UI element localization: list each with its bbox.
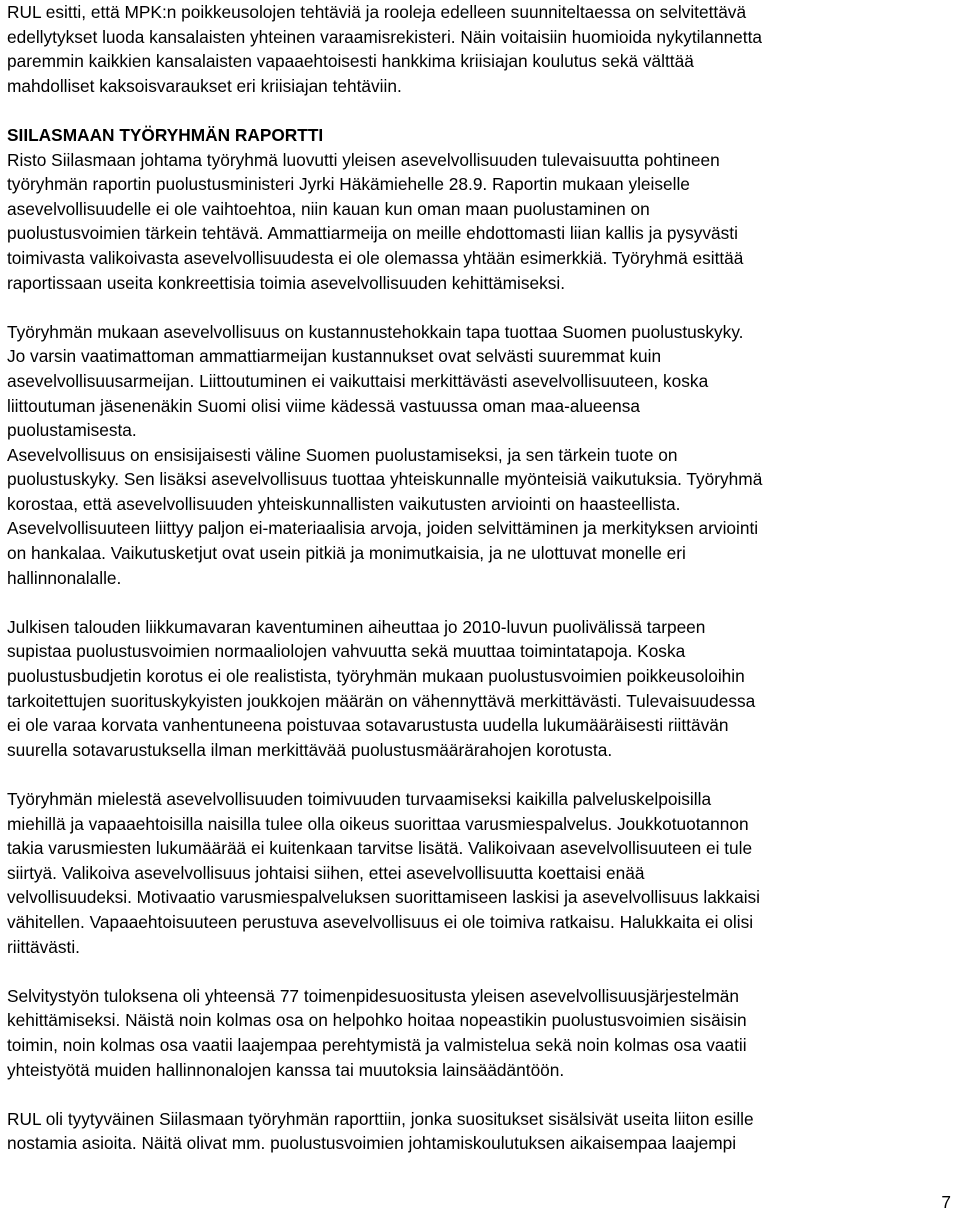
text-line: toimin, noin kolmas osa vaatii laajempaa perehtymistä ja valmistelua sekä noin kolmas osa vaatii	[7, 1034, 747, 1055]
text-line: suurella sotavarustuksella ilman merkittävää puolustusmäärärahojen korotusta.	[7, 739, 613, 760]
page-number: 7	[941, 1192, 951, 1212]
text-line: tarkoitettujen suorituskykyisten joukkojen määrän on vähennyttävä merkittävästi. Tulevaisuudessa	[7, 690, 756, 711]
text-line: riittävästi.	[7, 936, 80, 957]
paragraph-gap	[7, 762, 952, 787]
text-line: Risto Siilasmaan johtama työryhmä luovutti yleisen asevelvollisuuden tulevaisuutta pohtineen	[7, 149, 720, 170]
text-line: puolustusbudjetin korotus ei ole realistista, työryhmän mukaan puolustusvoimien poikkeusoloihin	[7, 666, 745, 687]
paragraph-gap	[7, 295, 952, 320]
text-line: vähitellen. Vapaaehtoisuuteen perustuva asevelvollisuus ei ole toimiva ratkaisu. Halukkaita ei olisi	[7, 911, 754, 932]
text-line: RUL oli tyytyväinen Siilasmaan työryhmän raporttiin, jonka suositukset sisälsivät useita liiton esille	[7, 1108, 754, 1129]
text-line: nostamia asioita. Näitä olivat mm. puolustusvoimien johtamiskoulutuksen aikaisempaa laajempi	[7, 1133, 737, 1154]
text-line: hallinnonalalle.	[7, 567, 122, 588]
text-line: Jo varsin vaatimattoman ammattiarmeijan kustannukset ovat selvästi suuremmat kuin	[7, 346, 662, 367]
paragraph-2	[7, 320, 952, 591]
text-line: on hankalaa. Vaikutusketjut ovat usein pitkiä ja monimutkaisia, ja ne ulottuvat monelle eri	[7, 543, 686, 564]
text-line: puolustamisesta.	[7, 420, 137, 441]
text-line: korostaa, että asevelvollisuuden yhteiskunnallisten vaikutusten arviointi on haasteellista.	[7, 493, 681, 514]
text-line: Työryhmän mukaan asevelvollisuus on kustannustehokkain tapa tuottaa Suomen puolustuskyky.	[7, 321, 744, 342]
text-line: yhteistyötä muiden hallinnonalojen kanssa tai muutoksia lainsäädäntöön.	[7, 1059, 565, 1080]
text-line: työryhmän raportin puolustusministeri Jyrki Häkämiehelle 28.9. Raportin mukaan yleiselle	[7, 174, 690, 195]
text-line: raportissaan useita konkreettisia toimia asevelvollisuuden kehittämiseksi.	[7, 272, 566, 293]
text-line: siirtyä. Valikoiva asevelvollisuus johtaisi siihen, ettei asevelvollisuutta koettaisi enää	[7, 862, 645, 883]
paragraph-5	[7, 984, 952, 1082]
paragraph-gap	[7, 590, 952, 615]
paragraph-gap	[7, 1082, 952, 1107]
text-line: Työryhmän mielestä asevelvollisuuden toimivuuden turvaamiseksi kaikilla palveluskelpoisilla	[7, 789, 712, 809]
text-line: liittoutuman jäsenenäkin Suomi olisi viime kädessä vastuussa oman maa-alueensa	[7, 395, 641, 416]
text-line: asevelvollisuusarmeijan. Liittoutuminen ei vaikuttaisi merkittävästi asevelvollisuuteen, koska	[7, 370, 709, 391]
text-line: Selvitystyön tuloksena oli yhteensä 77 toimenpidesuositusta yleisen asevelvollisuusjärjestelmän	[7, 985, 739, 1006]
paragraph-4	[7, 787, 952, 959]
text-line: supistaa puolustusvoimien normaaliolojen vahvuutta sekä muuttaa toimintatapoja. Koska	[7, 641, 686, 662]
text-line: Julkisen talouden liikkumavaran kaventuminen aiheuttaa jo 2010-luvun puolivälissä tarpeen	[7, 616, 706, 637]
section-heading: SIILASMAAN TYÖRYHMÄN RAPORTTI	[7, 124, 324, 145]
paragraph-gap	[7, 959, 952, 984]
text-line: velvollisuudeksi. Motivaatio varusmiespalveluksen suorittamiseen laskisi ja asevelvollisuus lakkaisi	[7, 887, 761, 908]
text-line: Asevelvollisuuteen liittyy paljon ei-materiaalisia arvoja, joiden selvittäminen ja merkityksen arviointi	[7, 518, 759, 539]
intro-paragraph	[7, 0, 952, 98]
text-line: mahdolliset kaksoisvaraukset eri kriisiajan tehtäviin.	[7, 75, 402, 96]
text-line: RUL esitti, että MPK:n poikkeusolojen tehtäviä ja rooleja edelleen suunniteltaessa on selvitettävä	[7, 2, 747, 22]
text-line: puolustusvoimien tärkein tehtävä. Ammattiarmeija on meille ehdottomasti liian kallis ja pysyvästi	[7, 223, 738, 244]
text-line: ei ole varaa korvata vanhentuneena poistuvaa sotavarustusta uudella lukumääräisesti riittävän	[7, 715, 729, 736]
text-line: kehittämiseksi. Näistä noin kolmas osa on helpohko hoitaa nopeastikin puolustusvoimien sisäisin	[7, 1010, 747, 1031]
text-line: miehillä ja vapaaehtoisilla naisilla tulee olla oikeus suorittaa varusmiespalvelus. Joukkotuotannon	[7, 813, 749, 834]
text-line: edellytykset luoda kansalaisten yhteinen varaamisrekisteri. Näin voitaisiin huomioida nykytilannetta	[7, 26, 763, 47]
paragraph-6	[7, 1107, 952, 1156]
text-line: Asevelvollisuus on ensisijaisesti väline Suomen puolustamiseksi, ja sen tärkein tuote on	[7, 444, 678, 465]
paragraph-1	[7, 148, 952, 296]
text-line: puolustuskyky. Sen lisäksi asevelvollisuus tuottaa yhteiskunnalle myönteisiä vaikutuksia. Työryhmä	[7, 469, 763, 490]
text-line: toimivasta valikoivasta asevelvollisuudesta ei ole olemassa yhtään esimerkkiä. Työryhmä esittää	[7, 247, 744, 268]
text-line: asevelvollisuudelle ei ole vaihtoehtoa, niin kauan kun oman maan puolustaminen on	[7, 198, 650, 219]
paragraph-gap	[7, 98, 952, 123]
document-page	[7, 0, 952, 1156]
text-line: paremmin kaikkien kansalaisten vapaaehtoisesti hankkima kriisiajan koulutus sekä välttää	[7, 51, 694, 72]
paragraph-3	[7, 615, 952, 763]
text-line: takia varusmiesten lukumäärää ei kuitenkaan tarvitse lisätä. Valikoivaan asevelvollisuuteen ei tule	[7, 838, 753, 859]
